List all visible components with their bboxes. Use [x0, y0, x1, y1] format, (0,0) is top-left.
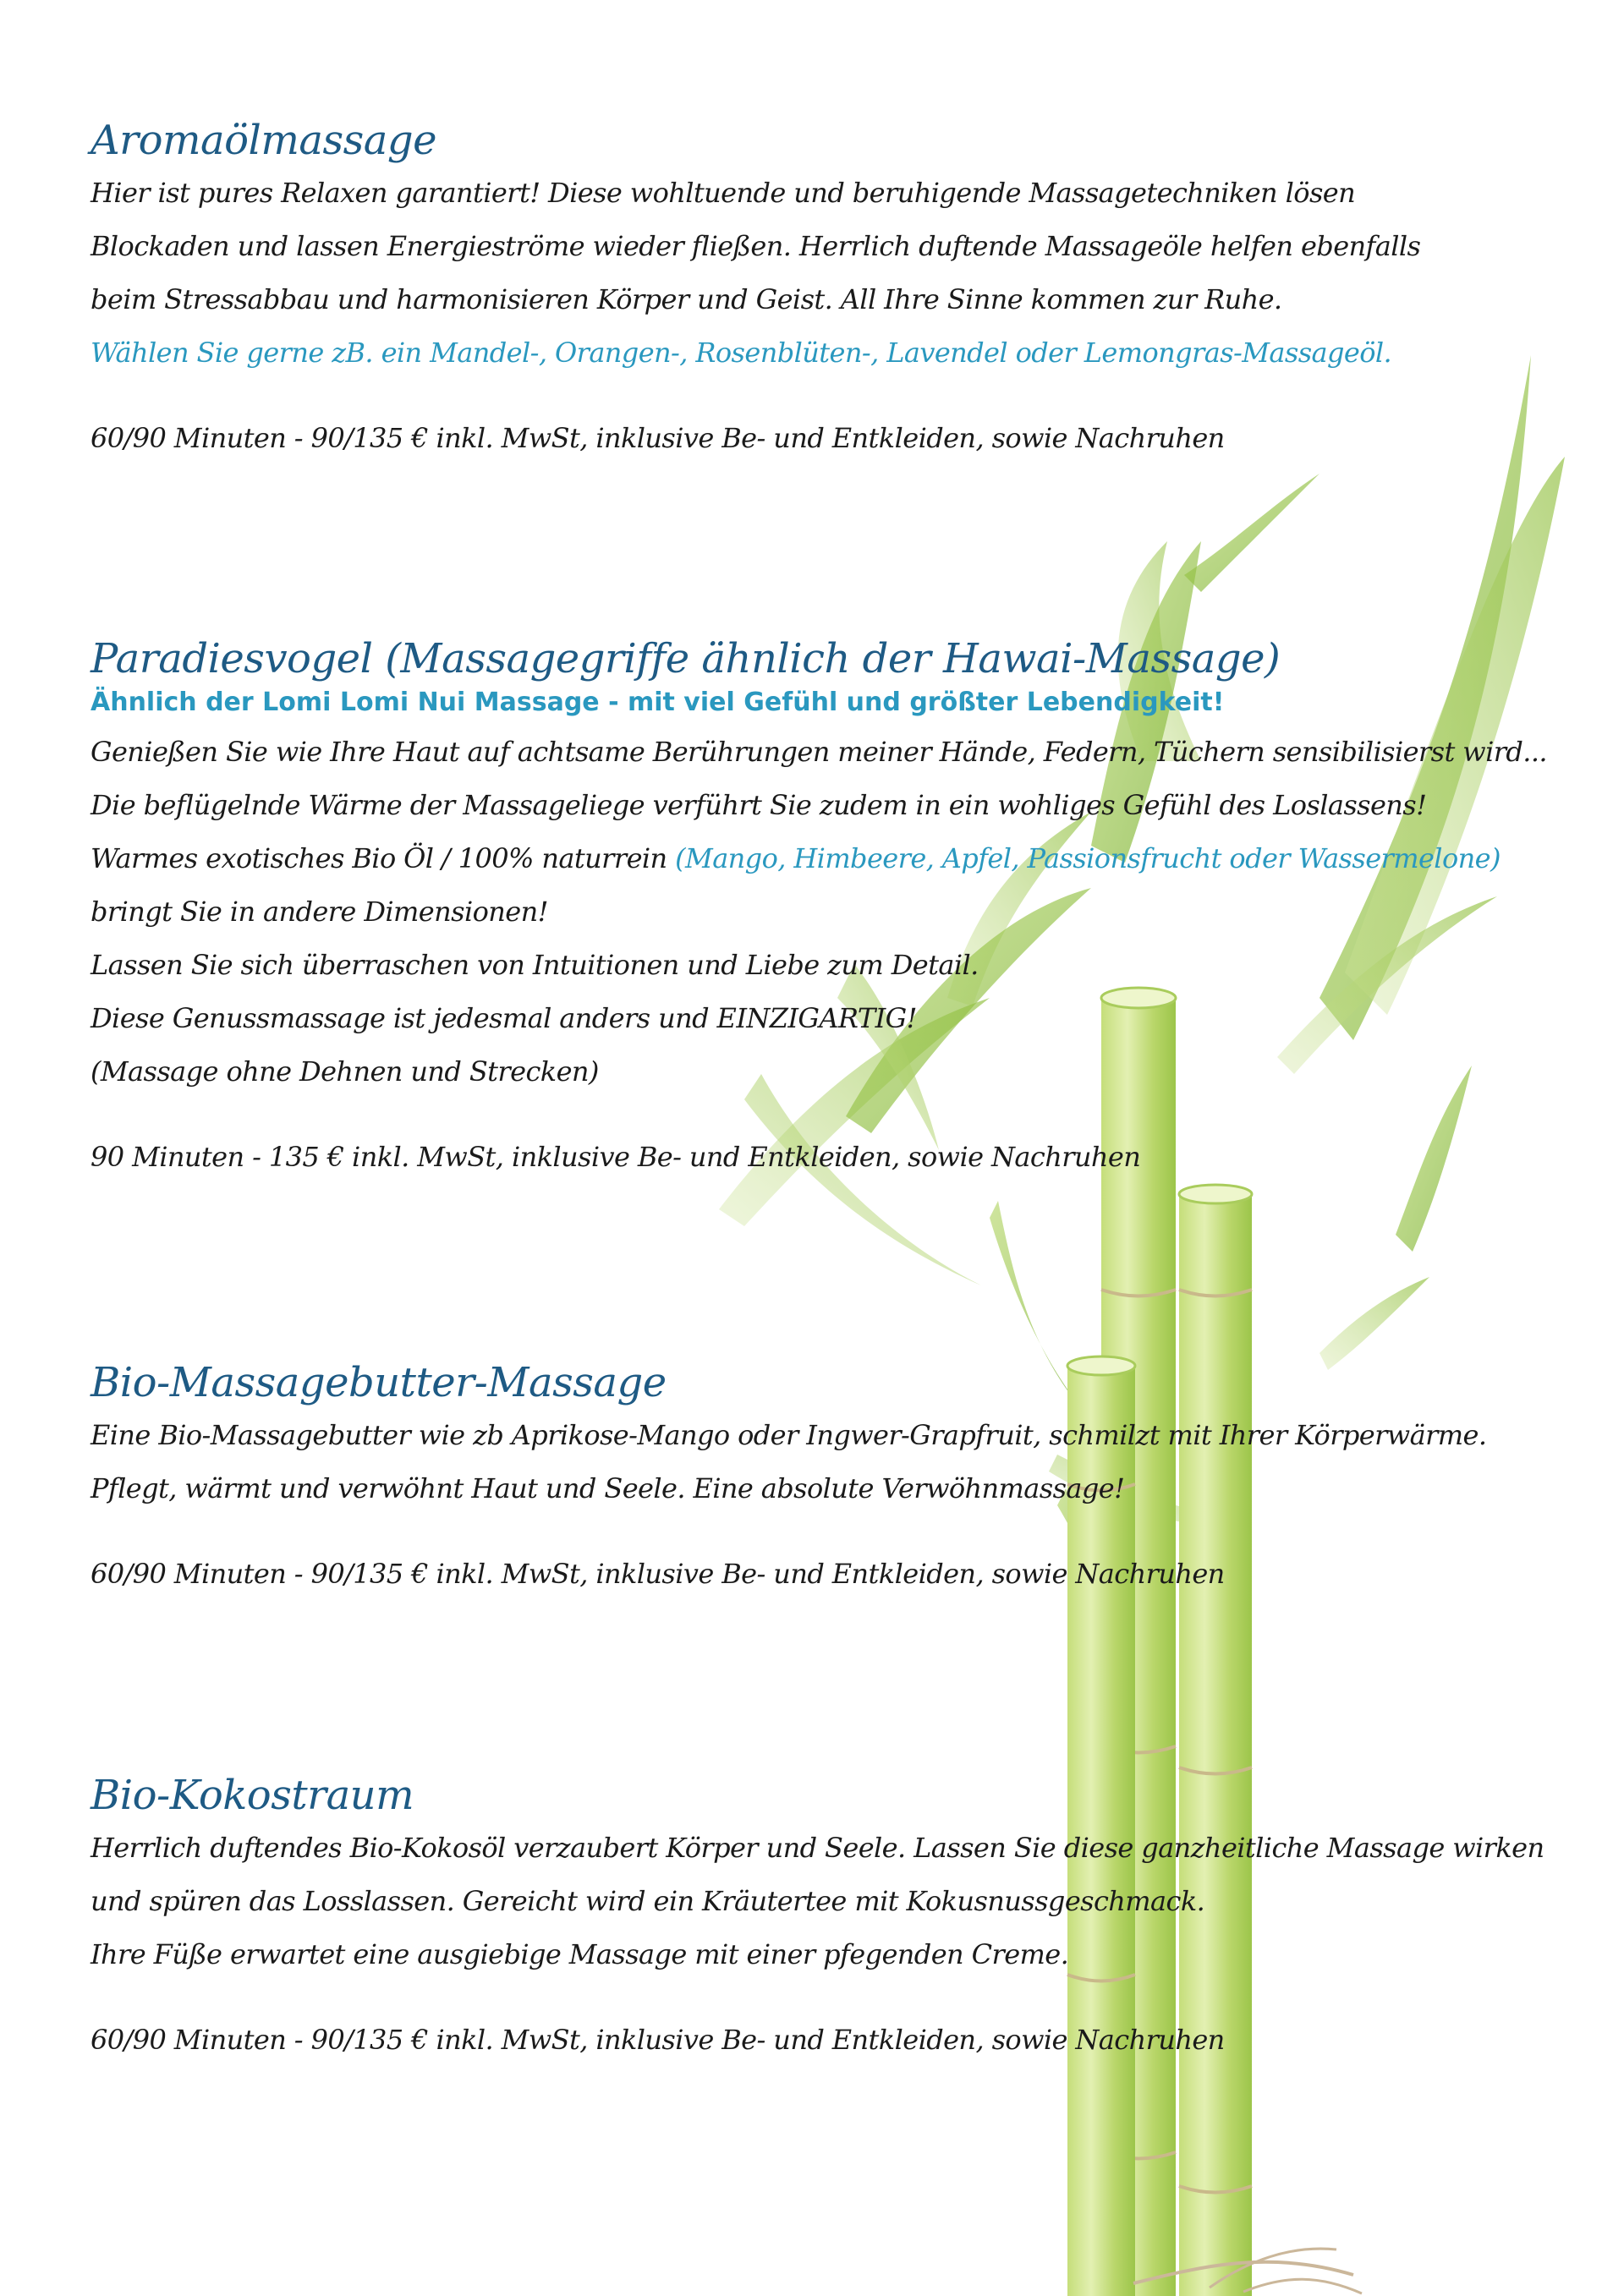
- description-line: (Massage ohne Dehnen und Strecken): [91, 1055, 599, 1088]
- description-line: [91, 832, 1528, 885]
- section-aromaoelmassage: [91, 114, 1528, 465]
- price-line: 90 Minuten - 135 € inkl. MwSt, inklusive Be- und Entkleiden, sowie Nachruhen: [91, 1141, 1141, 1173]
- section-title: Bio-Kokostraum: [91, 1772, 414, 1819]
- section-title: Aromaölmassage: [91, 117, 437, 164]
- description-line: Hier ist pures Relaxen garantiert! Diese wohltuende und beruhigende Massagetechniken lösen: [91, 177, 1356, 209]
- section-bio-kokostraum: [91, 1769, 1544, 2067]
- description-line: Herrlich duftendes Bio-Kokosöl verzaubert Körper und Seele. Lassen Sie diese ganzheitliche Massage wirken: [91, 1832, 1544, 1864]
- price-line: 60/90 Minuten - 90/135 € inkl. MwSt, inklusive Be- und Entkleiden, sowie Nachruhen: [91, 1558, 1225, 1590]
- price-line: 60/90 Minuten - 90/135 € inkl. MwSt, inklusive Be- und Entkleiden, sowie Nachruhen: [91, 422, 1225, 454]
- description-line: Die beflügelnde Wärme der Massageliege verführt Sie zudem in ein wohliges Gefühl des Loslassens!: [91, 789, 1427, 821]
- description-line: Blockaden und lassen Energieströme wieder fließen. Herrlich duftende Massageöle helfen ebenfalls: [91, 230, 1421, 262]
- section-subtitle: Ähnlich der Lomi Lomi Nui Massage - mit viel Gefühl und größter Lebendigkeit!: [91, 688, 1225, 717]
- section-title: Bio-Massagebutter-Massage: [91, 1359, 667, 1406]
- description-line: und spüren das Losslassen. Gereicht wird ein Kräutertee mit Kokusnussgeschmack.: [91, 1885, 1205, 1917]
- section-paradiesvogel: [91, 633, 1548, 1184]
- section-bio-massagebutter: [91, 1356, 1528, 1601]
- description-line: bringt Sie in andere Dimensionen!: [91, 896, 548, 928]
- section-title: Paradiesvogel (Massagegriffe ähnlich der Hawai-Massage): [91, 635, 1281, 682]
- oil-text: Warmes exotisches Bio Öl / 100% naturrein: [91, 842, 676, 874]
- description-line: beim Stressabbau und harmonisieren Körper und Geist. All Ihre Sinne kommen zur Ruhe.: [91, 283, 1282, 315]
- description-line: Pflegt, wärmt und verwöhnt Haut und Seele. Eine absolute Verwöhnmassage!: [91, 1472, 1125, 1504]
- description-line: Lassen Sie sich überraschen von Intuitionen und Liebe zum Detail.: [91, 949, 979, 981]
- description-line: Eine Bio-Massagebutter wie zb Aprikose-Mango oder Ingwer-Grapfruit, schmilzt mit Ihrer Körperwärme.: [91, 1419, 1487, 1451]
- description-line: Genießen Sie wie Ihre Haut auf achtsame Berührungen meiner Hände, Federn, Tüchern sensibilisierst wird...: [91, 736, 1548, 768]
- bamboo-stalks: [1067, 988, 1362, 2296]
- price-line: 60/90 Minuten - 90/135 € inkl. MwSt, inklusive Be- und Entkleiden, sowie Nachruhen: [91, 2024, 1225, 2056]
- description-line: Ihre Füße erwartet eine ausgiebige Massage mit einer pfegenden Creme.: [91, 1938, 1069, 1970]
- oil-flavours: (Mango, Himbeere, Apfel, Passionsfrucht oder Wassermelone): [675, 842, 1501, 874]
- description-line: Diese Genussmassage ist jedesmal anders und EINZIGARTIG!: [91, 1002, 917, 1034]
- oil-options: Wählen Sie gerne zB. ein Mandel-, Orangen-, Rosenblüten-, Lavendel oder Lemongras-Massageöl.: [91, 337, 1392, 369]
